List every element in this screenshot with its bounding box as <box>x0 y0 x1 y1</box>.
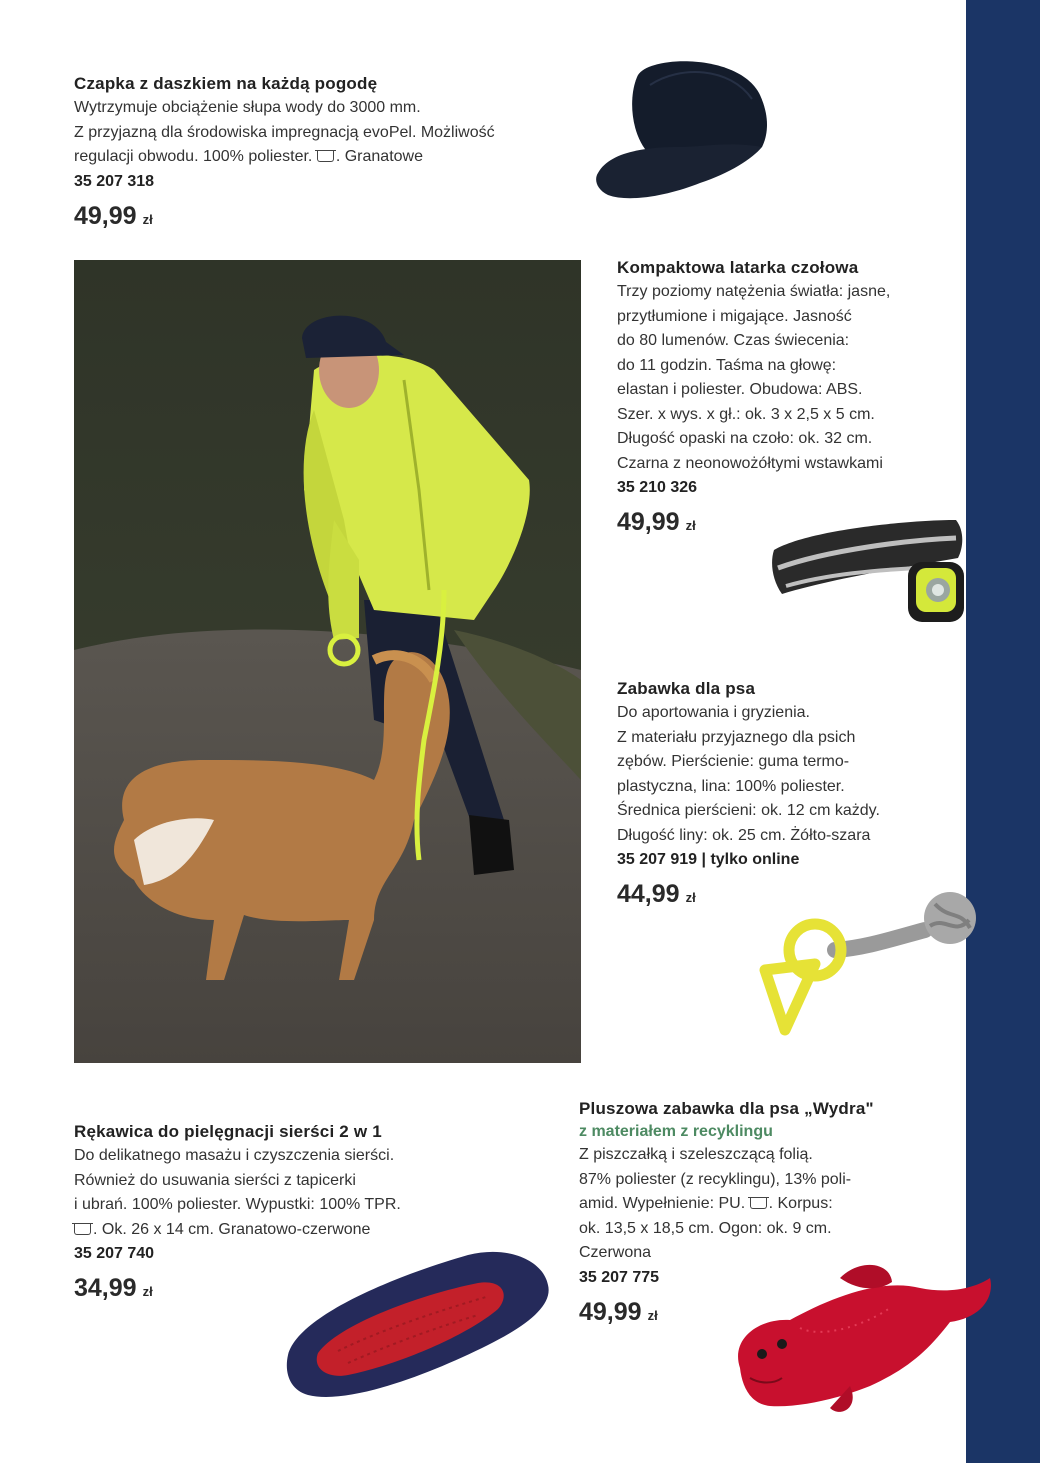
headlamp-image <box>768 510 968 630</box>
price: 49,99 zł <box>579 1297 658 1326</box>
article-number: 35 210 326 <box>617 479 698 496</box>
product-title: Czapka z daszkiem na każdą pogodę <box>74 74 378 93</box>
product-description: Z piszczałką i szeleszczącą folią. 87% poliester (z recyklingu), 13% poli- amid. Wypełnienie: PU. . Korpus: ok. 13,5 x 18,5 cm. Ogon: ok. 9 cm. Czerwona <box>579 1146 852 1261</box>
product-description: Wytrzymuje obciążenie słupa wody do 3000 mm. Z przyjazną dla środowiska impregnacją evoPel. Możliwość regulacji obwodu. 100% poliester. . Granatowe <box>74 99 495 165</box>
product-title: Pluszowa zabawka dla psa „Wydra" <box>579 1099 874 1118</box>
product-description: Trzy poziomy natężenia światła: jasne, przytłumione i migające. Jasność do 80 lumenów. Czas świecenia: do 11 godzin. Taśma na głowę: elastan i poliester. Obudowa: ABS. Szer. x wys. x gł.: ok. 3 x 2,5 x 5 cm. Długość opaski na czoło: ok. 32 cm. Czarna z neonowożółtymi wstawkami <box>617 283 891 472</box>
product-cap <box>74 72 574 231</box>
product-headlamp <box>617 256 957 537</box>
otter-toy-image <box>720 1258 1000 1418</box>
wash-symbol-icon <box>317 150 334 162</box>
cap-image <box>590 55 780 205</box>
wash-symbol-icon <box>750 1197 767 1209</box>
product-title: Zabawka dla psa <box>617 679 756 698</box>
article-number: 35 207 775 <box>579 1268 660 1286</box>
product-dog-toy <box>617 677 957 909</box>
side-color-bar <box>966 0 1040 1463</box>
product-description: Do aportowania i gryzienia. Z materiału przyjaznego dla psich zębów. Pierścienie: guma termo- plastyczna, lina: 100% poliester. Średnica pierścieni: ok. 12 cm każdy. Długość liny: ok. 25 cm. Żółto-szara <box>617 704 880 844</box>
price: 49,99 zł <box>74 201 153 230</box>
wash-symbol-icon <box>74 1223 91 1235</box>
article-number: 35 207 919 | tylko online <box>617 851 800 868</box>
product-title: Rękawica do pielęgnacji sierści 2 w 1 <box>74 1122 382 1141</box>
lifestyle-photo <box>74 260 581 1063</box>
price: 49,99 zł <box>617 508 696 536</box>
price: 44,99 zł <box>617 880 696 908</box>
product-subtitle: z materiałem z recyklingu <box>579 1123 773 1140</box>
article-number: 35 207 318 <box>74 172 155 190</box>
article-number: 35 207 740 <box>74 1245 155 1262</box>
dog-toy-image <box>745 890 985 1040</box>
glove-image <box>278 1235 558 1405</box>
price: 34,99 zł <box>74 1274 153 1302</box>
product-title: Kompaktowa latarka czołowa <box>617 258 859 277</box>
product-description: Do delikatnego masażu i czyszczenia sierści. Również do usuwania sierści z tapicerki i ubrań. 100% poliester. Wypustki: 100% TPR. . Ok. 26 x 14 cm. Granatowo-czerwone <box>74 1147 401 1238</box>
